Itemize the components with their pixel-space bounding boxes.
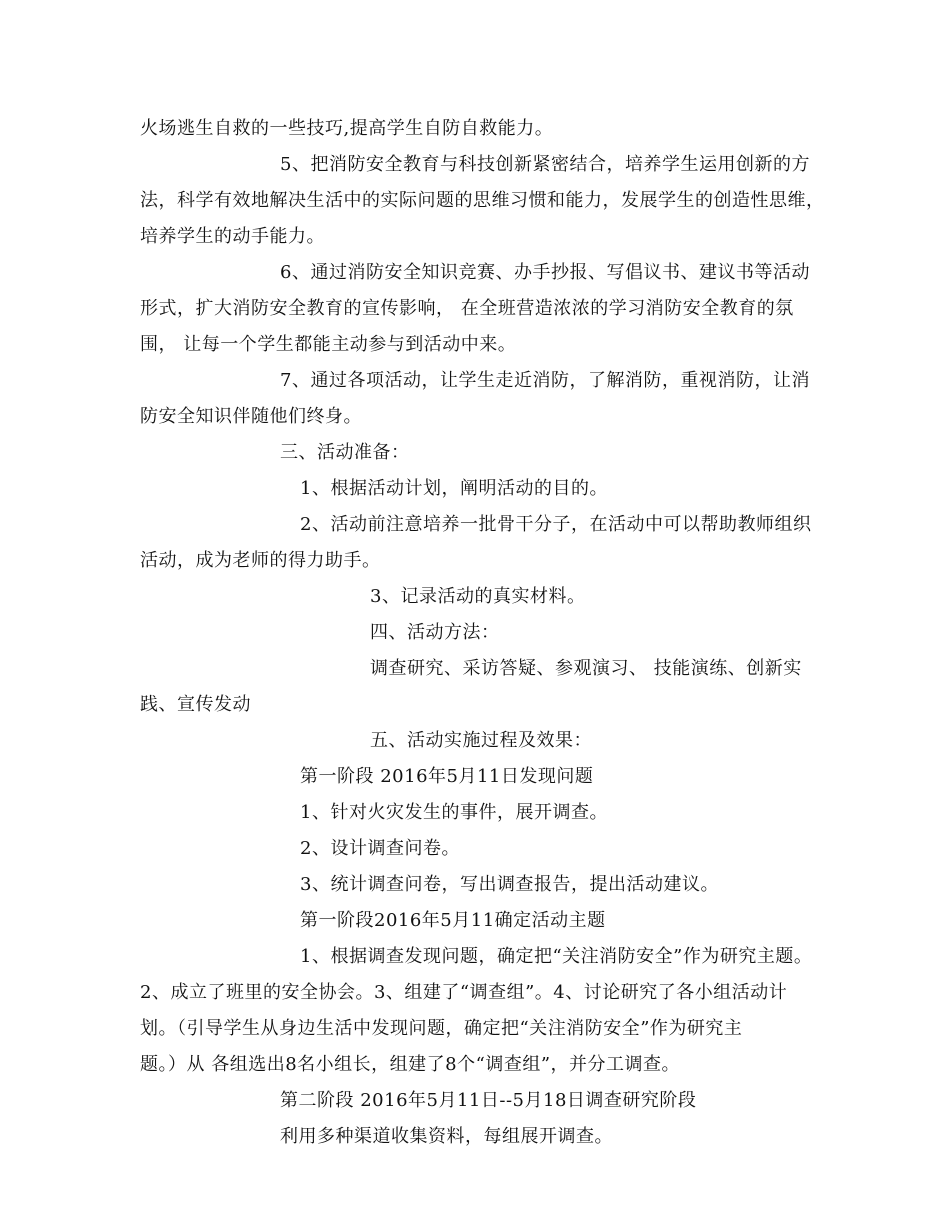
text-line: 划。（引导学生从身边生活中发现问题，确定把“关注消防安全”作为研究主 [140, 1018, 743, 1039]
section-heading: 五、活动实施过程及效果： [370, 730, 592, 751]
stage-heading: 第一阶段 2016年5月11日发现问题 [300, 766, 594, 787]
text-line: 6、通过消防安全知识竞赛、办手抄报、写倡议书、建议书等活动 [280, 262, 810, 283]
stage-heading: 第一阶段2016年5月11确定活动主题 [300, 910, 606, 931]
text-line: 3、统计调查问卷，写出调查报告，提出活动建议。 [300, 874, 719, 895]
text-line: 利用多种渠道收集资料，每组展开调查。 [280, 1126, 613, 1147]
text-line: 5、把消防安全教育与科技创新紧密结合，培养学生运用创新的方 [280, 154, 810, 175]
text-line: 1、根据调查发现问题，确定把“关注消防安全”作为研究主题。 [300, 946, 813, 967]
text-line: 围， 让每一个学生都能主动参与到活动中来。 [140, 334, 517, 355]
text-line: 1、针对火灾发生的事件，展开调查。 [300, 802, 608, 823]
section-heading: 三、活动准备： [280, 442, 410, 463]
text-line: 形式，扩大消防安全教育的宣传影响， 在全班营造浓浓的学习消防安全教育的氛 [140, 298, 794, 319]
text-line: 防安全知识伴随他们终身。 [140, 406, 362, 427]
text-line: 3、记录活动的真实材料。 [370, 586, 586, 607]
text-line: 火场逃生自救的一些技巧,提高学生自防自救能力。 [140, 118, 554, 139]
text-line: 活动，成为老师的得力助手。 [140, 550, 381, 571]
text-line: 1、根据活动计划，阐明活动的目的。 [300, 478, 608, 499]
text-line: 7、通过各项活动，让学生走近消防，了解消防，重视消防，让消 [280, 370, 810, 391]
text-line: 践、宣传发动 [140, 694, 251, 715]
text-line: 调查研究、采访答疑、参观演习、 技能演练、创新实 [370, 658, 802, 679]
text-line: 2、成立了班里的安全协会。3、组建了“调查组”。4、讨论研究了各小组活动计 [140, 982, 788, 1003]
text-line: 2、设计调查问卷。 [300, 838, 460, 859]
stage-heading: 第二阶段 2016年5月11日--5月18日调查研究阶段 [280, 1090, 697, 1111]
text-line: 题。）从 各组选出8名小组长，组建了8个“调查组”，并分工调查。 [140, 1054, 681, 1075]
section-heading: 四、活动方法： [370, 622, 500, 643]
text-line: 法，科学有效地解决生活中的实际问题的思维习惯和能力，发展学生的创造性思维， [140, 190, 825, 211]
text-line: 培养学生的动手能力。 [140, 226, 325, 247]
text-line: 2、活动前注意培养一批骨干分子，在活动中可以帮助教师组织 [300, 514, 812, 535]
